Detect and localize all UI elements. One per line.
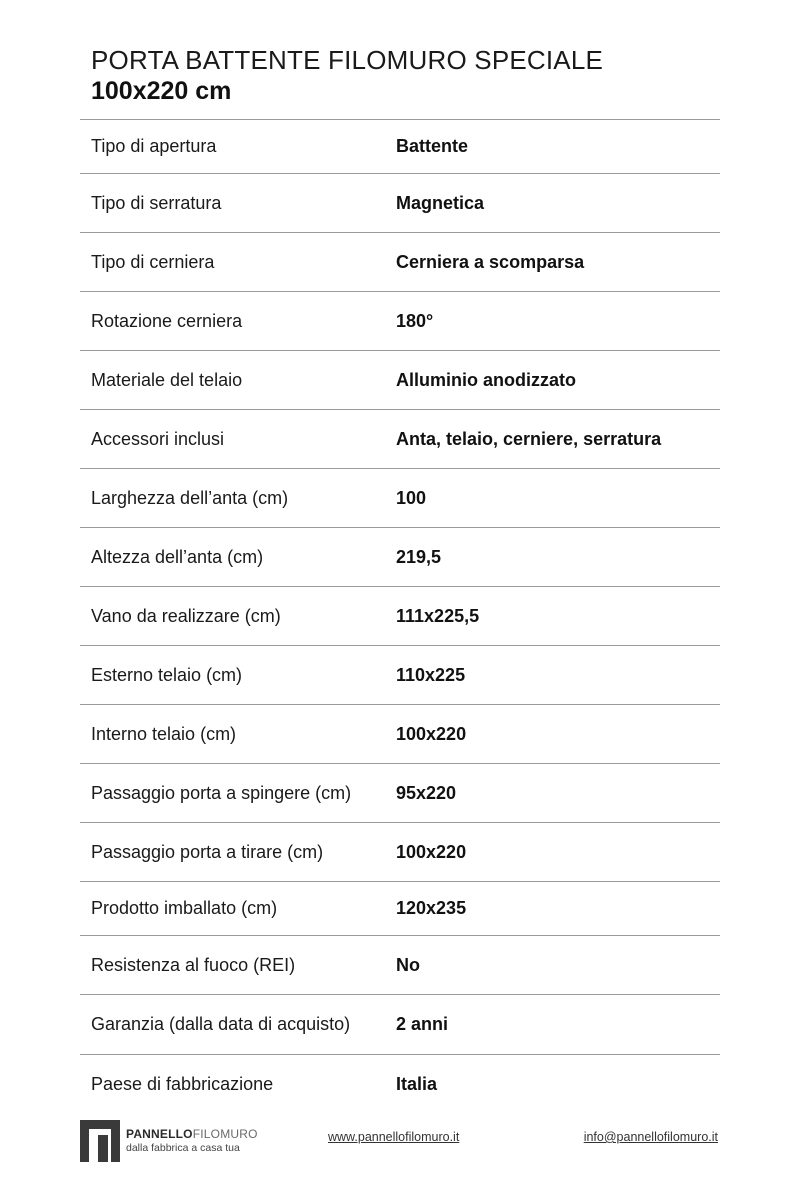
- spec-value: Magnetica: [396, 192, 485, 213]
- spec-label: Passaggio porta a spingere (cm): [91, 782, 352, 803]
- spec-label: Vano da realizzare (cm): [91, 605, 281, 626]
- spec-row-frame-interior: [80, 705, 720, 764]
- spec-row-fire-resistance: [80, 936, 720, 995]
- document-footer: [80, 1120, 720, 1162]
- spec-label: Paese di fabbricazione: [91, 1073, 274, 1094]
- brand-logo: [80, 1120, 258, 1162]
- spec-label: Garanzia (dalla data di acquisto): [91, 1014, 351, 1034]
- spec-row-frame-material: [80, 351, 720, 410]
- spec-row-pull-passage: [80, 823, 720, 882]
- spec-label: Passaggio porta a tirare (cm): [91, 841, 324, 862]
- spec-row-packed-product: [80, 882, 720, 936]
- spec-row-leaf-width: [80, 469, 720, 528]
- spec-row-frame-exterior: [80, 646, 720, 705]
- spec-value: Battente: [396, 136, 469, 156]
- website-link[interactable]: www.pannellofilomuro.it: [328, 1130, 460, 1144]
- spec-label: Altezza dell’anta (cm): [91, 546, 264, 567]
- email-link[interactable]: info@pannellofilomuro.it: [583, 1130, 718, 1144]
- spec-value: 2 anni: [396, 1014, 449, 1034]
- spec-value: 110x225: [396, 664, 466, 685]
- spec-row-opening-type: [80, 120, 720, 174]
- spec-label: Interno telaio (cm): [91, 723, 237, 744]
- spec-label: Tipo di cerniera: [91, 251, 215, 272]
- spec-value: 180°: [396, 310, 434, 331]
- page-subtitle: 100x220 cm: [91, 77, 232, 105]
- spec-value: Alluminio anodizzato: [396, 369, 576, 390]
- brand-name: [126, 1127, 258, 1141]
- spec-label: Resistenza al fuoco (REI): [91, 954, 296, 975]
- spec-value: Cerniera a scomparsa: [396, 251, 585, 272]
- spec-value: 100x220: [396, 841, 467, 862]
- brand-tagline: dalla fabbrica a casa tua: [126, 1142, 240, 1154]
- spec-value: 120x235: [396, 898, 467, 918]
- spec-row-hinge-type: [80, 233, 720, 292]
- spec-label: Tipo di apertura: [91, 136, 217, 156]
- spec-label: Tipo di serratura: [91, 192, 222, 213]
- spec-value: Italia: [396, 1073, 438, 1094]
- spec-value: 111x225,5: [396, 605, 480, 626]
- spec-label: Rotazione cerniera: [91, 310, 243, 331]
- spec-value: 219,5: [396, 546, 442, 567]
- brand-name-light: FILOMURO: [192, 1127, 258, 1141]
- spec-row-country: [80, 1055, 720, 1113]
- spec-row-leaf-height: [80, 528, 720, 587]
- spec-label: Prodotto imballato (cm): [91, 898, 278, 918]
- brand-name-bold: PANNELLO: [126, 1127, 193, 1141]
- door-frame-logo-icon: [80, 1120, 120, 1162]
- spec-value: 100x220: [396, 723, 467, 744]
- spec-label: Larghezza dell’anta (cm): [91, 487, 289, 508]
- spec-value: 95x220: [396, 782, 457, 803]
- spec-label: Accessori inclusi: [91, 428, 225, 449]
- spec-row-warranty: [80, 995, 720, 1055]
- spec-table: [80, 119, 720, 1113]
- spec-row-included-accessories: [80, 410, 720, 469]
- spec-label: Esterno telaio (cm): [91, 664, 243, 685]
- spec-value: Anta, telaio, cerniere, serratura: [396, 428, 662, 449]
- document-header: [91, 44, 603, 106]
- spec-row-push-passage: [80, 764, 720, 823]
- spec-row-hinge-rotation: [80, 292, 720, 351]
- spec-value: No: [396, 954, 420, 975]
- spec-value: 100: [396, 487, 427, 508]
- brand-text: [126, 1127, 258, 1155]
- spec-row-opening-size: [80, 587, 720, 646]
- spec-row-lock-type: [80, 174, 720, 233]
- page-title: PORTA BATTENTE FILOMURO SPECIALE: [91, 45, 604, 75]
- spec-label: Materiale del telaio: [91, 369, 243, 390]
